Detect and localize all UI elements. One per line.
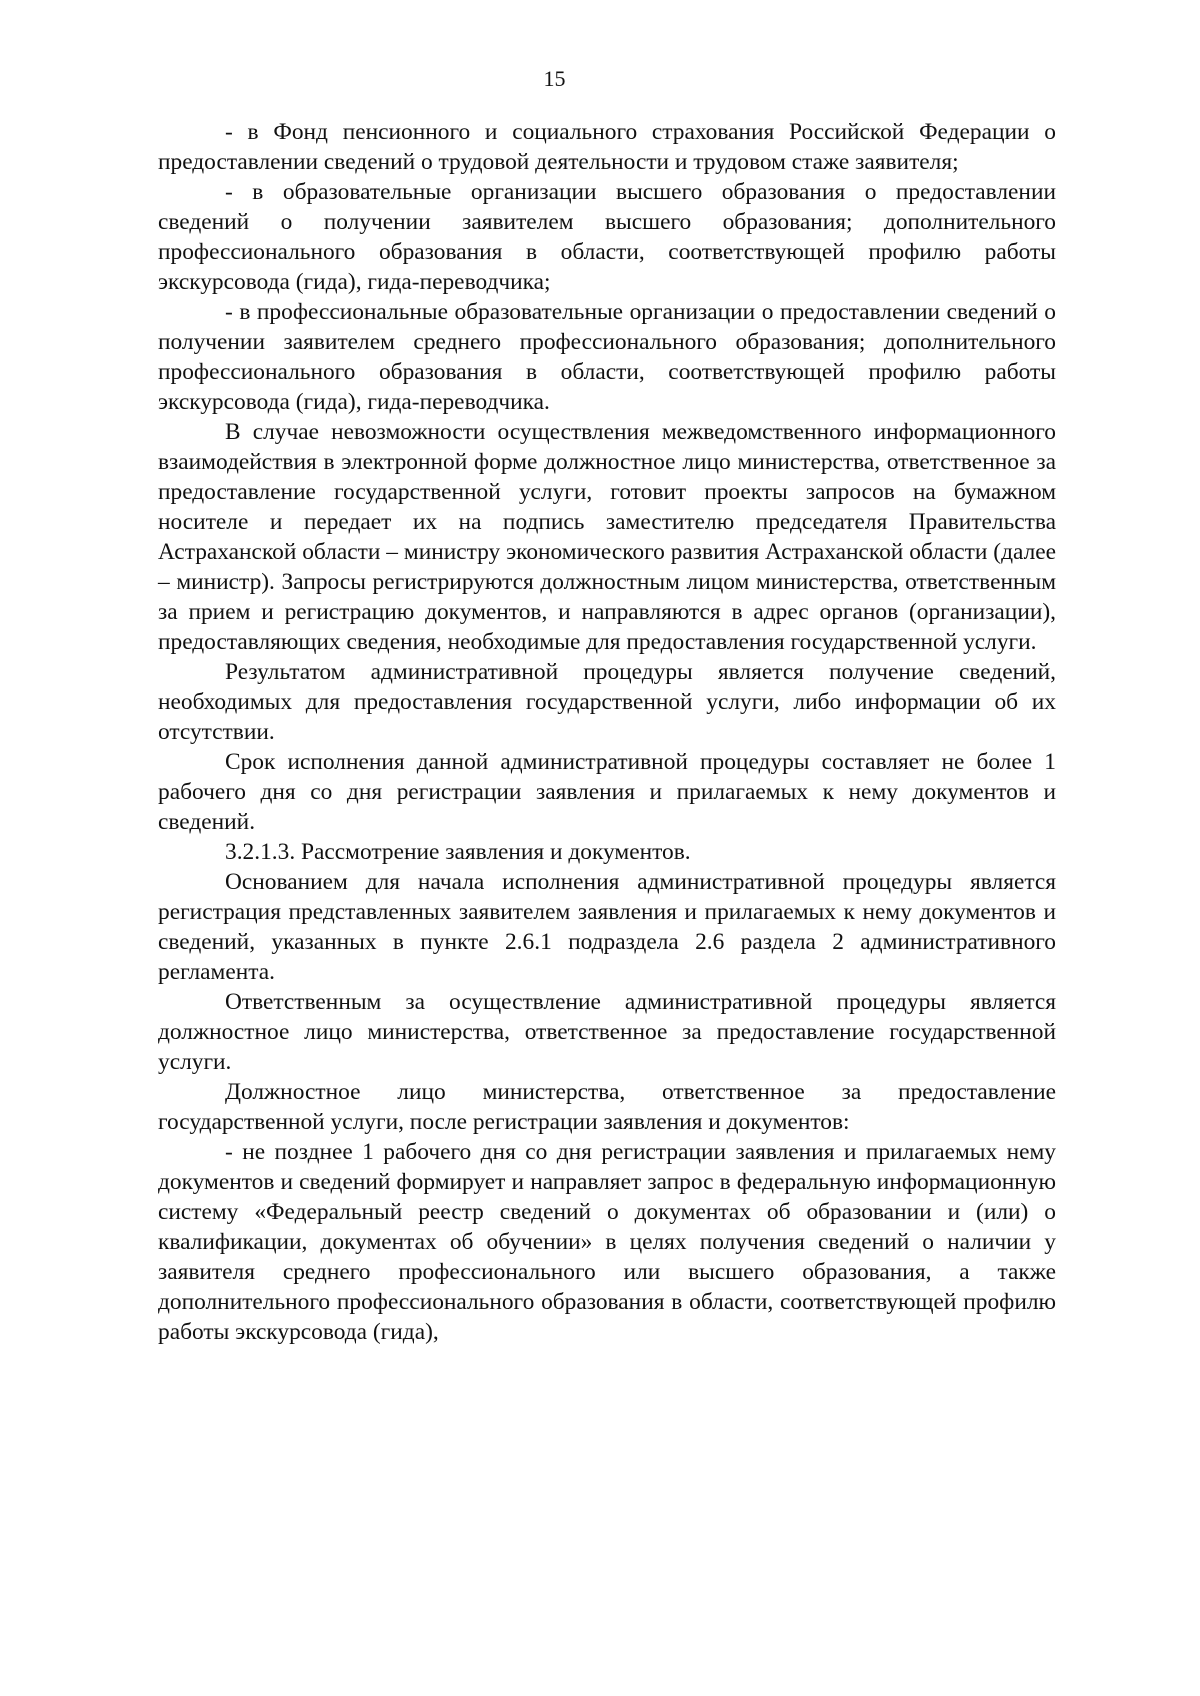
paragraph-higher-education: - в образовательные организации высшего образования о предоставлении сведений о получении заявителем высшего образования; дополнительного профессионального образования в области, соответствующей профилю работы экскурсовода (гида), гида-переводчика; xyxy=(158,179,1056,295)
paragraph-section-heading: 3.2.1.3. Рассмотрение заявления и документов. xyxy=(225,839,691,865)
page-number: 15 xyxy=(543,66,566,91)
paragraph-official-actions: Должностное лицо министерства, ответственное за предоставление государственной услуги, после регистрации заявления и документов: xyxy=(158,1079,1056,1135)
paragraph-paper-requests: В случае невозможности осуществления межведомственного информационного взаимодействия в электронной форме должностное лицо министерства, ответственное за предоставление государственной услуги, готовит проекты запросов на бумажном носителе и передает их на подпись заместителю председателя Правительства Астраханской области – министру экономического развития Астраханской области (далее – министр). Запросы регистрируются должностным лицом министерства, ответственным за прием и регистрацию документов, и направляются в адрес органов (организации), предоставляющих сведения, необходимые для предоставления государственной услуги. xyxy=(158,419,1056,655)
paragraph-procedure-basis: Основанием для начала исполнения административной процедуры является регистрация представленных заявителем заявления и прилагаемых к нему документов и сведений, указанных в пункте 2.6.1 подраздела 2.6 раздела 2 административного регламента. xyxy=(158,869,1056,985)
paragraph-federal-registry-request: - не позднее 1 рабочего дня со дня регистрации заявления и прилагаемых нему документов и сведений формирует и направляет запрос в федеральную информационную систему «Федеральный реестр сведений о документах об образовании и (или) о квалификации, документах об обучении» в целях получения сведений о наличии у заявителя среднего профессионального или высшего образования, а также дополнительного профессионального образования в области, соответствующей профилю работы экскурсовода (гида), xyxy=(158,1139,1056,1345)
paragraph-procedure-term: Срок исполнения данной административной процедуры составляет не более 1 рабочего дня со дня регистрации заявления и прилагаемых к нему документов и сведений. xyxy=(158,749,1056,835)
paragraph-professional-education: - в профессиональные образовательные организации о предоставлении сведений о получении заявителем среднего профессионального образования; дополнительного профессионального образования в области, соответствующей профилю работы экскурсовода (гида), гида-переводчика. xyxy=(158,299,1056,415)
paragraph-responsible-official: Ответственным за осуществление административной процедуры является должностное лицо министерства, ответственное за предоставление государственной услуги. xyxy=(158,989,1056,1075)
paragraph-procedure-result: Результатом административной процедуры является получение сведений, необходимых для предоставления государственной услуги, либо информации об их отсутствии. xyxy=(158,659,1056,745)
paragraph-pension-fund: - в Фонд пенсионного и социального страхования Российской Федерации о предоставлении сведений о трудовой деятельности и трудовом стаже заявителя; xyxy=(158,119,1056,175)
document-body xyxy=(158,117,1056,1347)
